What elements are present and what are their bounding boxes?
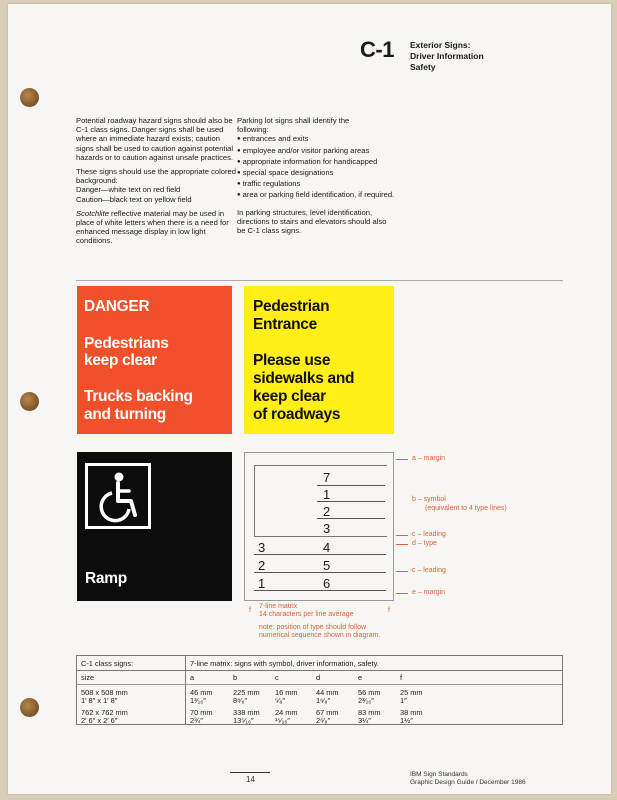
matrix-caption-detail: 14 characters per line average bbox=[259, 611, 354, 618]
table-cell: 225 mm bbox=[233, 688, 260, 697]
matrix-number: 5 bbox=[323, 558, 331, 573]
matrix-line bbox=[254, 590, 386, 591]
table-cell: 2′ 6″ x 2′ 6″ bbox=[81, 716, 118, 725]
table-rule bbox=[77, 684, 562, 685]
table-cell: 67 mm bbox=[316, 708, 339, 717]
list-item: ● appropriate information for handicapped bbox=[237, 157, 417, 168]
section-code: C-1 bbox=[360, 37, 394, 62]
table-header: e bbox=[358, 673, 363, 682]
table-rule bbox=[185, 656, 186, 724]
annotation-leader bbox=[396, 535, 408, 536]
page-number: 14 bbox=[246, 775, 255, 784]
ramp-sign: Ramp bbox=[77, 452, 232, 601]
annotation-e: e – margin bbox=[412, 589, 446, 596]
table-title-right: 7-line matrix: signs with symbol, driver information, safety. bbox=[190, 659, 379, 668]
table-cell: 83 mm bbox=[358, 708, 381, 717]
table-header: d bbox=[316, 673, 321, 682]
annotation-c2: c – leading bbox=[412, 567, 446, 574]
table-cell: 16 mm bbox=[275, 688, 298, 697]
footer-rule bbox=[230, 772, 270, 773]
scotchlite-paragraph: Scotchlite reflective material may be used in place of white letters when there is a need for enhanced message display in low light conditions. bbox=[76, 208, 229, 246]
table-cell: 508 x 508 mm bbox=[81, 688, 128, 697]
list-item: ● area or parking field identification, if required. bbox=[237, 190, 417, 201]
table-header: b bbox=[233, 673, 238, 682]
footer-line: IBM Sign Standards bbox=[410, 771, 468, 778]
pedestrian-sign: Pedestrian Entrance Please use sidewalks and keep clear of roadways bbox=[244, 286, 394, 434]
annotation-a: a – margin bbox=[412, 455, 446, 462]
table-cell: 2³⁄₁₆″ bbox=[358, 696, 374, 705]
table-title-left: C-1 class signs: bbox=[81, 659, 134, 668]
table-cell: 1³⁄₁₆″ bbox=[190, 696, 206, 705]
table-header: a bbox=[190, 673, 195, 682]
left-text-column bbox=[76, 116, 236, 251]
list-item: ● special space designations bbox=[237, 168, 417, 179]
table-cell: 13⁵⁄₁₆″ bbox=[233, 716, 254, 725]
list-item: ● traffic regulations bbox=[237, 179, 417, 190]
matrix-number: 6 bbox=[323, 576, 331, 591]
annotation-leader bbox=[396, 593, 408, 594]
matrix-diagram bbox=[244, 452, 394, 601]
matrix-number: 3 bbox=[258, 540, 266, 555]
table-header: f bbox=[400, 673, 403, 682]
annotation-f-right: f bbox=[388, 607, 390, 614]
matrix-number: 2 bbox=[258, 558, 266, 573]
binder-hole bbox=[20, 392, 39, 411]
annotation-d: d – type bbox=[412, 540, 437, 547]
parking-list bbox=[237, 134, 417, 201]
table-cell: 38 mm bbox=[400, 708, 423, 717]
parking-structures-paragraph: In parking structures, level identification, directions to stairs and elevators should also be C-1 class signs. bbox=[237, 207, 387, 236]
parking-intro: Parking lot signs shall identify the following: bbox=[237, 116, 350, 135]
hazard-paragraph: Potential roadway hazard signs should also be C-1 class signs. Danger signs shall be used where an immediate hazard exists; caution signs shall be used to caution against potential hazards or to caution against unsafe practices. bbox=[76, 116, 234, 162]
background-paragraph: These signs should use the appropriate colored background: Danger—white text on red field Caution—black text on yellow field bbox=[76, 167, 236, 204]
list-item: ● entrances and exits bbox=[237, 134, 417, 145]
table-cell: 8⁸⁄₈″ bbox=[233, 696, 248, 705]
specs-table bbox=[76, 655, 563, 725]
matrix-line bbox=[254, 572, 386, 573]
annotation-f-left: f bbox=[249, 607, 251, 614]
document-page bbox=[8, 4, 611, 794]
matrix-number: 3 bbox=[323, 521, 331, 536]
table-cell: ⁵⁄₈″ bbox=[275, 696, 285, 705]
table-cell: 70 mm bbox=[190, 708, 213, 717]
matrix-note: note: position of type should follow bbox=[259, 624, 367, 631]
table-rule bbox=[77, 670, 562, 671]
divider bbox=[76, 280, 563, 281]
wheelchair-icon bbox=[85, 463, 151, 529]
matrix-line bbox=[317, 485, 385, 486]
table-cell: 44 mm bbox=[316, 688, 339, 697]
table-header: size bbox=[81, 673, 95, 682]
table-cell: 24 mm bbox=[275, 708, 298, 717]
table-cell: 338 mm bbox=[233, 708, 260, 717]
list-item: ● employee and/or visitor parking areas bbox=[237, 146, 417, 157]
table-cell: 46 mm bbox=[190, 688, 213, 697]
matrix-caption: 7-line matrix bbox=[259, 603, 298, 610]
binder-hole bbox=[20, 88, 39, 107]
annotation-leader bbox=[396, 544, 408, 545]
table-cell: 1⁶⁄₈″ bbox=[316, 696, 331, 705]
table-cell: 2⁶⁄₈″ bbox=[316, 716, 331, 725]
table-cell: 2¾″ bbox=[190, 716, 203, 725]
table-cell: 1′ 8″ x 1′ 8″ bbox=[81, 696, 118, 705]
matrix-line bbox=[254, 554, 386, 555]
matrix-number: 7 bbox=[323, 470, 331, 485]
footer-line: Graphic Design Guide / December 1986 bbox=[410, 779, 526, 786]
annotation-leader bbox=[396, 459, 408, 460]
annotation-b-detail: (equivalent to 4 type lines) bbox=[425, 505, 507, 512]
table-cell: 56 mm bbox=[358, 688, 381, 697]
matrix-number: 1 bbox=[323, 487, 331, 502]
matrix-note-detail: numerical sequence shown in diagram. bbox=[259, 632, 381, 639]
table-cell: 1½″ bbox=[400, 716, 413, 725]
section-title: Exterior Signs: Driver Information Safety bbox=[410, 40, 484, 72]
table-cell: 25 mm bbox=[400, 688, 423, 697]
matrix-number: 1 bbox=[258, 576, 266, 591]
binder-hole bbox=[20, 698, 39, 717]
annotation-c: c – leading bbox=[412, 531, 446, 538]
table-cell: 1″ bbox=[400, 696, 407, 705]
danger-sign: DANGER Pedestrians keep clear Trucks backing and turning bbox=[77, 286, 232, 434]
matrix-number: 2 bbox=[323, 504, 331, 519]
annotation-leader bbox=[396, 571, 408, 572]
table-header: c bbox=[275, 673, 279, 682]
table-cell: 3¼″ bbox=[358, 716, 371, 725]
table-cell: 762 x 762 mm bbox=[81, 708, 128, 717]
annotation-b: b – symbol bbox=[412, 496, 446, 503]
table-cell: ¹⁵⁄₁₆″ bbox=[275, 716, 290, 725]
right-text-column bbox=[237, 116, 417, 240]
matrix-number: 4 bbox=[323, 540, 331, 555]
